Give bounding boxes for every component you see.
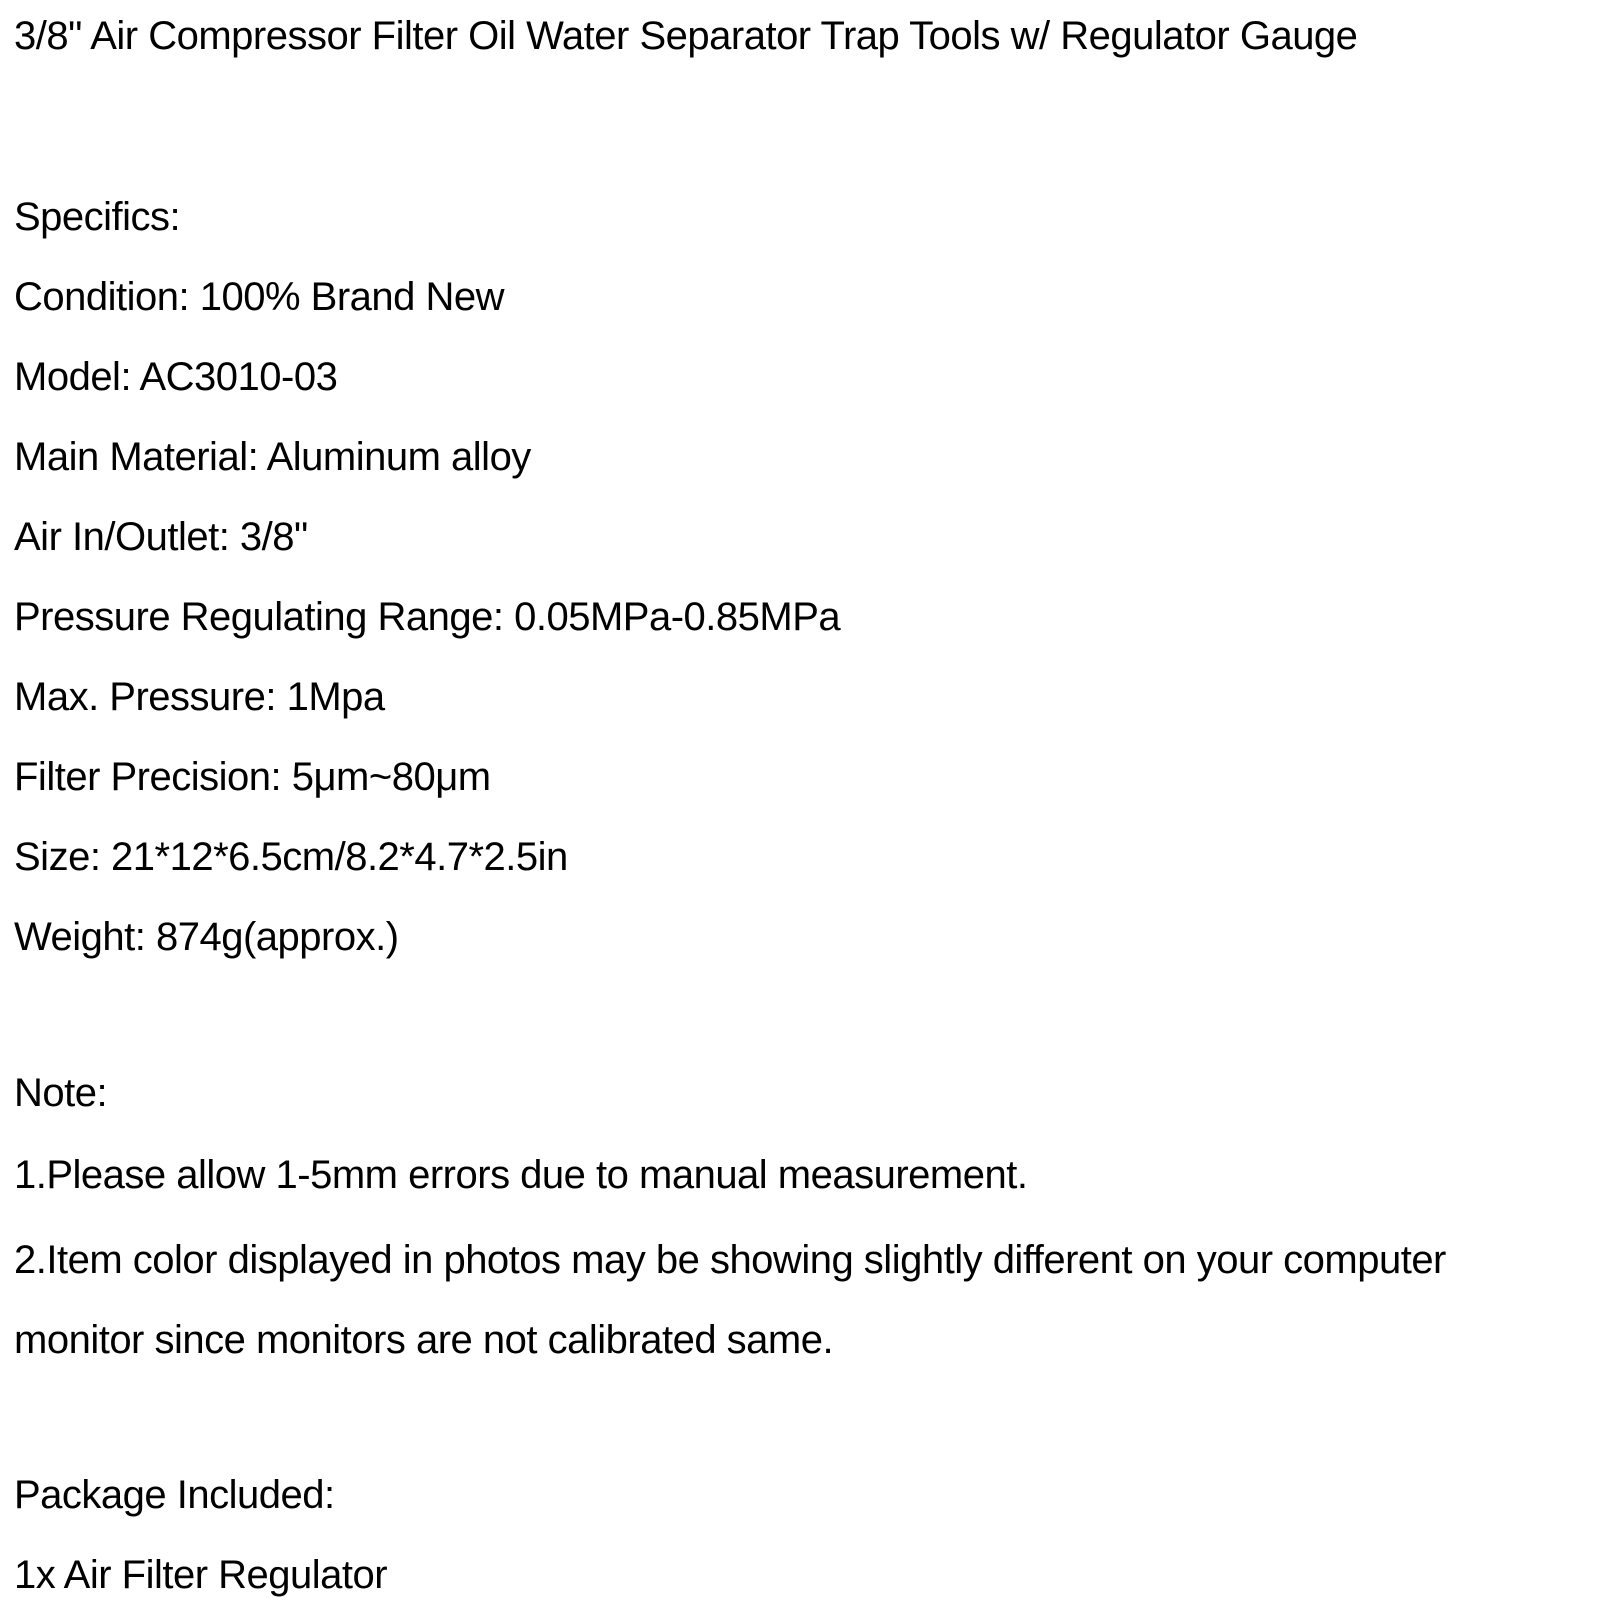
spec-filter-precision: Filter Precision: 5μm~80μm xyxy=(14,755,491,799)
package-included-heading: Package Included: xyxy=(14,1473,335,1517)
spec-pressure-regulating-range: Pressure Regulating Range: 0.05MPa-0.85MPa xyxy=(14,595,841,639)
spec-condition: Condition: 100% Brand New xyxy=(14,275,505,319)
note-line-1: 1.Please allow 1-5mm errors due to manual measurement. xyxy=(14,1153,1028,1197)
spec-model: Model: AC3010-03 xyxy=(14,355,338,399)
page-title: 3/8" Air Compressor Filter Oil Water Separator Trap Tools w/ Regulator Gauge xyxy=(14,14,1358,58)
spec-air-inlet-outlet: Air In/Outlet: 3/8" xyxy=(14,515,308,559)
spec-main-material: Main Material: Aluminum alloy xyxy=(14,435,531,479)
note-heading: Note: xyxy=(14,1071,108,1115)
note-line-2-continuation: monitor since monitors are not calibrated same. xyxy=(14,1318,834,1362)
spec-weight: Weight: 874g(approx.) xyxy=(14,915,399,959)
specifics-heading: Specifics: xyxy=(14,195,181,239)
note-line-2: 2.Item color displayed in photos may be showing slightly different on your computer xyxy=(14,1238,1446,1282)
package-item-air-filter-regulator: 1x Air Filter Regulator xyxy=(14,1553,388,1597)
spec-size: Size: 21*12*6.5cm/8.2*4.7*2.5in xyxy=(14,835,568,879)
spec-max-pressure: Max. Pressure: 1Mpa xyxy=(14,675,385,719)
